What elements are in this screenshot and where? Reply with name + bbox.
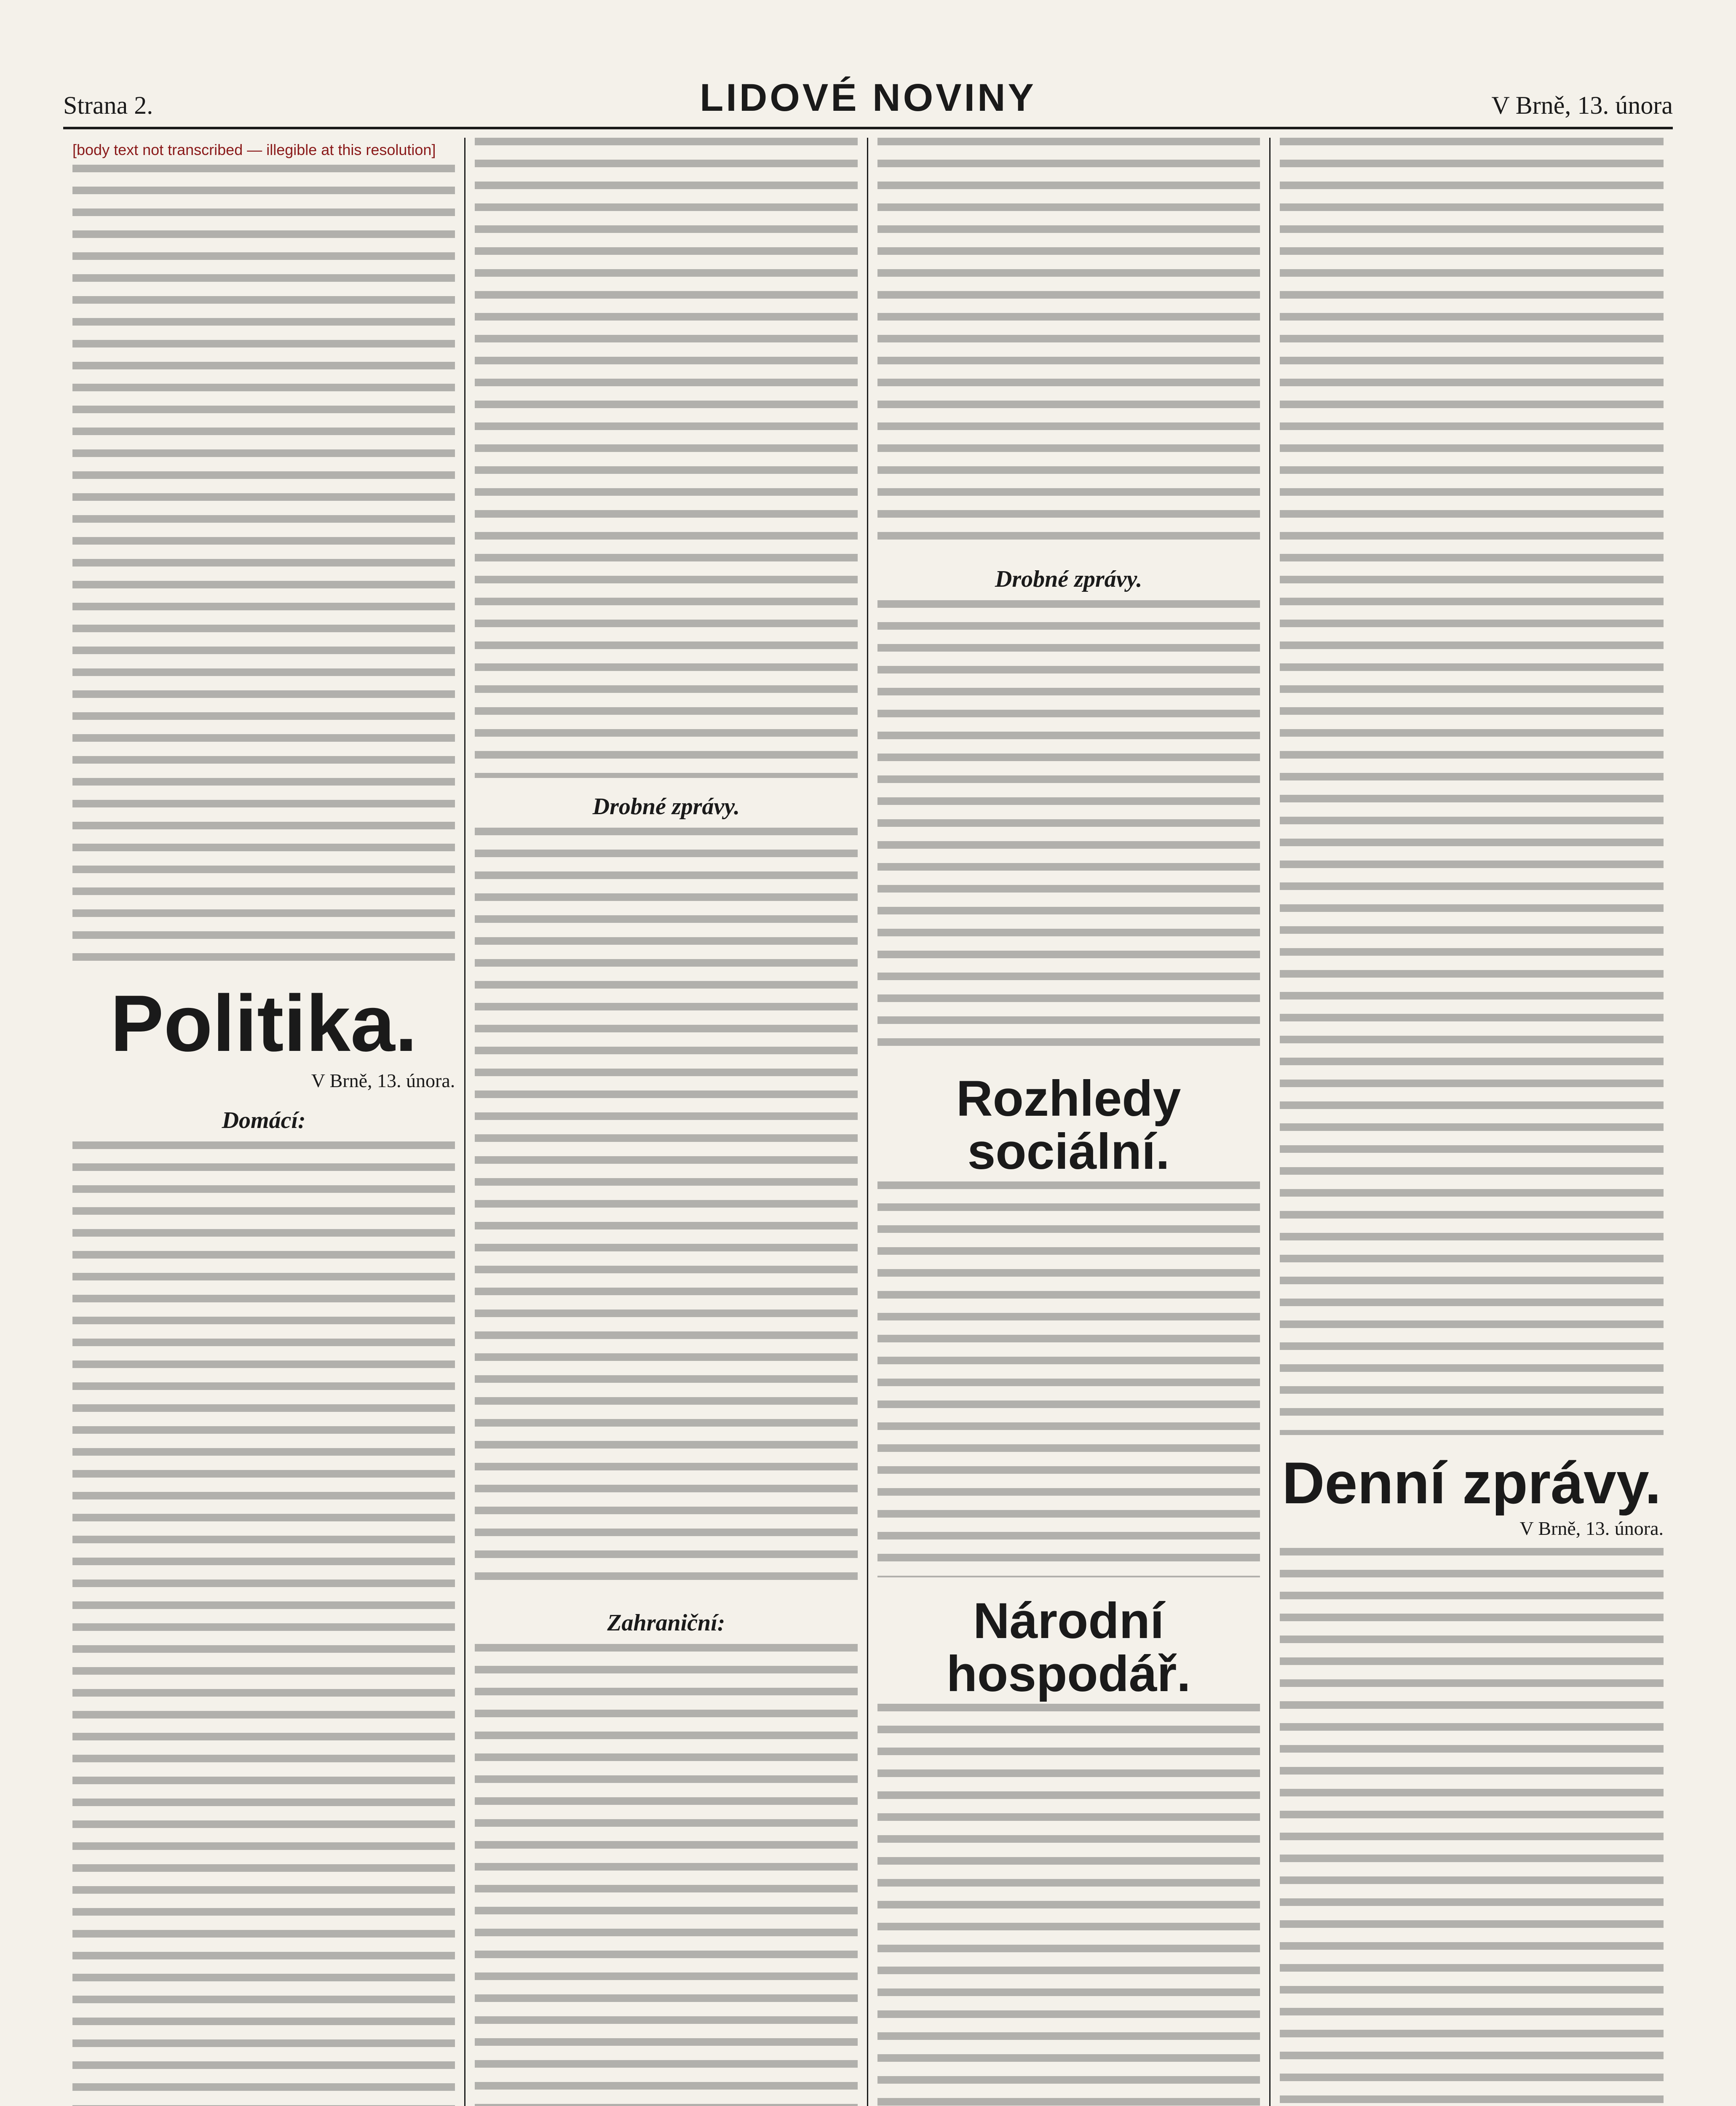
subhead-drobne-1: Drobné zprávy. (592, 794, 740, 820)
column-2 (465, 138, 868, 2106)
column-grid (63, 138, 1673, 2106)
column-3 (868, 138, 1271, 2106)
subhead-domaci: Domácí: (222, 1107, 306, 1133)
text-placeholder (1280, 138, 1664, 1435)
page-header (63, 76, 1673, 129)
text-placeholder (72, 165, 455, 965)
text-placeholder (877, 600, 1260, 1055)
column-4 (1271, 138, 1673, 2106)
placeholder-note: [body text not transcribed — illegible at this resolution] (72, 141, 436, 158)
page-number: Strana 2. (63, 91, 153, 119)
section-title-narodni: Národní hospodář. (946, 1593, 1191, 1702)
subhead-drobne-2: Drobné zprávy. (995, 566, 1142, 592)
text-placeholder (475, 828, 857, 1594)
text-placeholder (475, 138, 857, 778)
text-placeholder (877, 1181, 1260, 1577)
masthead-title: LIDOVÉ NOVINY (700, 76, 1036, 119)
text-placeholder (475, 1644, 857, 2106)
section-dateline: V Brně, 13. února. (311, 1069, 455, 1091)
text-placeholder (72, 1141, 455, 2106)
text-placeholder (1280, 1548, 1664, 2106)
page-dateline: V Brně, 13. února (1491, 91, 1673, 119)
section-dateline: V Brně, 13. února. (1519, 1518, 1664, 1539)
text-placeholder (877, 138, 1260, 551)
subhead-zahranicni: Zahraniční: (607, 1610, 725, 1636)
text-placeholder (877, 1704, 1260, 2106)
section-title-politika: Politika. (110, 979, 417, 1068)
column-1 (63, 138, 465, 2106)
section-title-denni: Denní zprávy. (1282, 1450, 1661, 1516)
section-title-rozhledy: Rozhledy sociální. (956, 1070, 1181, 1180)
